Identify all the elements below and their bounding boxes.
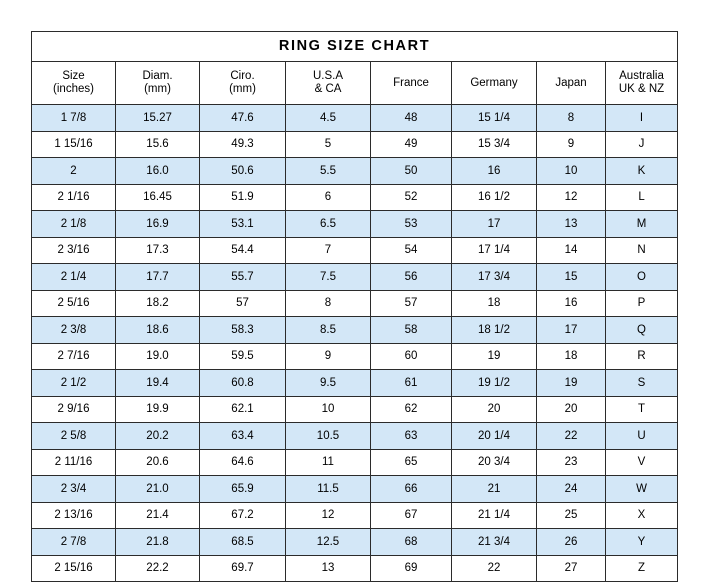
table-cell: 19.4 [116, 370, 200, 397]
table-cell: 62 [371, 396, 452, 423]
ring-size-chart-container [31, 31, 677, 575]
table-cell: 2 1/2 [32, 370, 116, 397]
table-row [32, 317, 678, 344]
table-row [32, 529, 678, 556]
table-cell: X [606, 502, 678, 529]
table-cell: 48 [371, 105, 452, 132]
table-cell: 21 3/4 [452, 529, 537, 556]
column-header-australia-uk-nz [606, 62, 678, 105]
table-row [32, 290, 678, 317]
table-cell: O [606, 264, 678, 291]
table-cell: 67 [371, 502, 452, 529]
table-cell: 18.2 [116, 290, 200, 317]
table-cell: I [606, 105, 678, 132]
table-cell: 69.7 [200, 555, 286, 582]
table-cell: 13 [537, 211, 606, 238]
table-cell: 8 [286, 290, 371, 317]
table-cell: 2 1/4 [32, 264, 116, 291]
table-cell: M [606, 211, 678, 238]
column-header-diameter-line1: Diam. [142, 70, 173, 82]
table-cell: 21 1/4 [452, 502, 537, 529]
table-cell: 54.4 [200, 237, 286, 264]
table-cell: 22 [452, 555, 537, 582]
table-cell: 2 [32, 158, 116, 185]
table-cell: N [606, 237, 678, 264]
table-cell: 2 9/16 [32, 396, 116, 423]
ring-size-chart-table [31, 31, 678, 582]
table-cell: 58.3 [200, 317, 286, 344]
table-cell: 17 3/4 [452, 264, 537, 291]
table-cell: 6 [286, 184, 371, 211]
table-cell: 23 [537, 449, 606, 476]
table-cell: 17 1/4 [452, 237, 537, 264]
table-cell: 21 [452, 476, 537, 503]
column-header-australia-line2: UK & NZ [618, 83, 665, 95]
table-cell: 9 [286, 343, 371, 370]
table-cell: 15 [537, 264, 606, 291]
column-header-france-line1: France [393, 76, 429, 89]
table-cell: 10 [537, 158, 606, 185]
table-cell: 15 1/4 [452, 105, 537, 132]
table-cell: 8 [537, 105, 606, 132]
table-cell: 19.9 [116, 396, 200, 423]
table-cell: 67.2 [200, 502, 286, 529]
table-row [32, 343, 678, 370]
table-cell: 20 1/4 [452, 423, 537, 450]
table-cell: 16.45 [116, 184, 200, 211]
table-cell: 2 3/8 [32, 317, 116, 344]
table-cell: 12.5 [286, 529, 371, 556]
table-cell: 60.8 [200, 370, 286, 397]
table-cell: 2 11/16 [32, 449, 116, 476]
table-cell: 1 7/8 [32, 105, 116, 132]
table-cell: 19 1/2 [452, 370, 537, 397]
table-cell: 58 [371, 317, 452, 344]
table-cell: 20.6 [116, 449, 200, 476]
table-cell: 7 [286, 237, 371, 264]
table-cell: 22 [537, 423, 606, 450]
table-cell: 17 [452, 211, 537, 238]
column-header-germany [452, 62, 537, 105]
column-header-diameter [116, 62, 200, 105]
table-cell: 59.5 [200, 343, 286, 370]
chart-rows-body [32, 105, 678, 582]
table-cell: 49 [371, 131, 452, 158]
table-cell: Z [606, 555, 678, 582]
table-cell: 25 [537, 502, 606, 529]
table-row [32, 555, 678, 582]
column-header-row [32, 62, 678, 105]
table-cell: P [606, 290, 678, 317]
table-cell: 16 [452, 158, 537, 185]
table-cell: 2 3/16 [32, 237, 116, 264]
table-row [32, 131, 678, 158]
table-cell: 66 [371, 476, 452, 503]
table-cell: 20.2 [116, 423, 200, 450]
table-cell: 17.3 [116, 237, 200, 264]
table-cell: 63.4 [200, 423, 286, 450]
column-header-japan [537, 62, 606, 105]
table-cell: 6.5 [286, 211, 371, 238]
table-cell: 18.6 [116, 317, 200, 344]
table-row [32, 396, 678, 423]
table-cell: 50 [371, 158, 452, 185]
table-row [32, 449, 678, 476]
table-cell: 16 [537, 290, 606, 317]
table-cell: 60 [371, 343, 452, 370]
table-row [32, 237, 678, 264]
table-cell: 13 [286, 555, 371, 582]
table-cell: 17 [537, 317, 606, 344]
chart-title: RING SIZE CHART [32, 32, 678, 62]
table-cell: 11.5 [286, 476, 371, 503]
table-cell: 24 [537, 476, 606, 503]
table-cell: 53.1 [200, 211, 286, 238]
table-cell: 55.7 [200, 264, 286, 291]
table-cell: 52 [371, 184, 452, 211]
table-row [32, 370, 678, 397]
table-cell: 2 1/8 [32, 211, 116, 238]
table-cell: 10 [286, 396, 371, 423]
column-header-japan-line1: Japan [555, 76, 587, 89]
table-cell: 2 5/16 [32, 290, 116, 317]
column-header-usa-ca [286, 62, 371, 105]
table-cell: 57 [200, 290, 286, 317]
column-header-size-line2: (inches) [53, 83, 94, 95]
chart-title-row [32, 32, 678, 62]
table-cell: 19.0 [116, 343, 200, 370]
table-cell: 10.5 [286, 423, 371, 450]
table-cell: T [606, 396, 678, 423]
table-cell: 14 [537, 237, 606, 264]
table-cell: 18 1/2 [452, 317, 537, 344]
table-cell: J [606, 131, 678, 158]
table-cell: 11 [286, 449, 371, 476]
table-cell: 16.9 [116, 211, 200, 238]
column-header-france [371, 62, 452, 105]
table-cell: W [606, 476, 678, 503]
table-cell: 54 [371, 237, 452, 264]
table-cell: 27 [537, 555, 606, 582]
table-row [32, 476, 678, 503]
table-cell: 16.0 [116, 158, 200, 185]
column-header-circumference [200, 62, 286, 105]
table-cell: R [606, 343, 678, 370]
table-cell: 2 15/16 [32, 555, 116, 582]
table-cell: 18 [537, 343, 606, 370]
table-row [32, 105, 678, 132]
table-cell: 69 [371, 555, 452, 582]
table-row [32, 211, 678, 238]
table-cell: Q [606, 317, 678, 344]
table-cell: 53 [371, 211, 452, 238]
table-cell: 9.5 [286, 370, 371, 397]
table-cell: 49.3 [200, 131, 286, 158]
table-cell: 68.5 [200, 529, 286, 556]
table-cell: 15 3/4 [452, 131, 537, 158]
table-cell: 62.1 [200, 396, 286, 423]
table-cell: 15.6 [116, 131, 200, 158]
table-cell: 61 [371, 370, 452, 397]
table-cell: 20 [452, 396, 537, 423]
table-cell: 19 [537, 370, 606, 397]
table-cell: 2 7/8 [32, 529, 116, 556]
table-cell: 51.9 [200, 184, 286, 211]
column-header-circumference-line1: Ciro. [230, 70, 255, 82]
table-cell: 65 [371, 449, 452, 476]
table-cell: 2 5/8 [32, 423, 116, 450]
table-cell: S [606, 370, 678, 397]
table-cell: 5 [286, 131, 371, 158]
column-header-size-line1: Size [62, 70, 85, 82]
table-cell: 4.5 [286, 105, 371, 132]
table-cell: 21.4 [116, 502, 200, 529]
column-header-usa-ca-line2: & CA [314, 83, 342, 95]
column-header-size [32, 62, 116, 105]
table-row [32, 423, 678, 450]
table-cell: 1 15/16 [32, 131, 116, 158]
table-cell: 65.9 [200, 476, 286, 503]
table-cell: 8.5 [286, 317, 371, 344]
table-cell: 2 3/4 [32, 476, 116, 503]
column-header-germany-line1: Germany [470, 76, 518, 89]
table-cell: 2 13/16 [32, 502, 116, 529]
table-cell: 21.0 [116, 476, 200, 503]
table-cell: 57 [371, 290, 452, 317]
table-cell: 26 [537, 529, 606, 556]
table-cell: 2 7/16 [32, 343, 116, 370]
table-cell: Y [606, 529, 678, 556]
table-cell: 64.6 [200, 449, 286, 476]
table-cell: 19 [452, 343, 537, 370]
table-cell: V [606, 449, 678, 476]
table-cell: 5.5 [286, 158, 371, 185]
table-cell: 56 [371, 264, 452, 291]
table-cell: 12 [537, 184, 606, 211]
table-row [32, 264, 678, 291]
table-cell: 18 [452, 290, 537, 317]
table-cell: U [606, 423, 678, 450]
table-cell: 47.6 [200, 105, 286, 132]
table-cell: 21.8 [116, 529, 200, 556]
table-cell: 50.6 [200, 158, 286, 185]
table-row [32, 158, 678, 185]
column-header-circumference-line2: (mm) [229, 83, 256, 95]
table-cell: 20 [537, 396, 606, 423]
table-cell: 16 1/2 [452, 184, 537, 211]
column-header-diameter-line2: (mm) [144, 83, 171, 95]
column-header-usa-ca-line1: U.S.A [312, 70, 344, 82]
table-cell: L [606, 184, 678, 211]
table-cell: 22.2 [116, 555, 200, 582]
table-cell: 15.27 [116, 105, 200, 132]
table-cell: 68 [371, 529, 452, 556]
table-cell: 9 [537, 131, 606, 158]
table-cell: 12 [286, 502, 371, 529]
column-header-australia-line1: Australia [619, 70, 664, 82]
table-cell: K [606, 158, 678, 185]
table-row [32, 184, 678, 211]
table-cell: 7.5 [286, 264, 371, 291]
table-cell: 2 1/16 [32, 184, 116, 211]
table-cell: 63 [371, 423, 452, 450]
table-cell: 17.7 [116, 264, 200, 291]
table-cell: 20 3/4 [452, 449, 537, 476]
table-row [32, 502, 678, 529]
